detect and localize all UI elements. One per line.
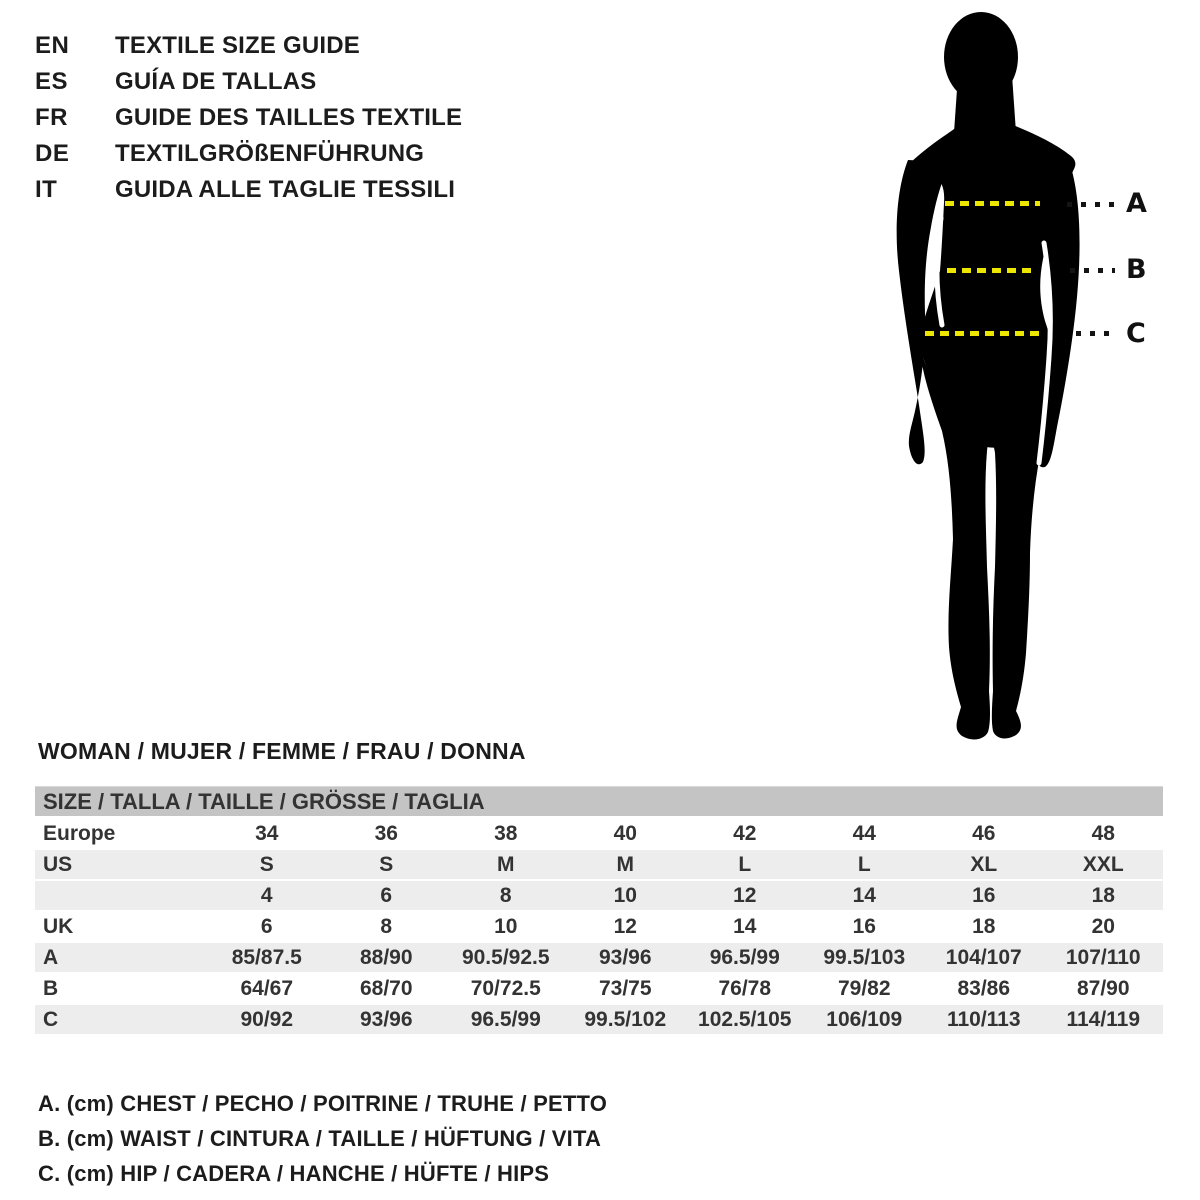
section-title-woman: WOMAN / MUJER / FEMME / FRAU / DONNA xyxy=(38,738,526,764)
table-cell: 76/78 xyxy=(718,977,772,1000)
table-cell: 8 xyxy=(380,915,393,938)
table-cell: 99.5/103 xyxy=(823,946,906,969)
language-code: ES xyxy=(35,68,69,95)
language-row-es xyxy=(35,64,462,100)
table-cell: 79/82 xyxy=(837,977,891,1000)
woman-silhouette xyxy=(850,5,1140,747)
table-cell: L xyxy=(857,853,871,876)
table-cell: 34 xyxy=(255,822,279,845)
table-cell: 12 xyxy=(733,884,757,907)
table-cell: 110/113 xyxy=(946,1008,1021,1031)
table-cell: 8 xyxy=(499,884,512,907)
language-code: EN xyxy=(35,32,70,59)
table-cell: 88/90 xyxy=(359,946,413,969)
table-row-waist-b xyxy=(35,974,1163,1003)
table-cell: 73/75 xyxy=(598,977,652,1000)
legend-waist: B. (cm) WAIST / CINTURA / TAILLE / HÜFTUNG / VITA xyxy=(38,1126,602,1151)
row-label: C xyxy=(43,1008,59,1031)
table-cell: 12 xyxy=(613,915,637,938)
table-cell: 96.5/99 xyxy=(709,946,780,969)
table-row-us-numeric xyxy=(35,881,1163,910)
table-cell: 46 xyxy=(972,822,996,845)
table-cell: 64/67 xyxy=(240,977,294,1000)
table-cell: 93/96 xyxy=(598,946,652,969)
language-row-de xyxy=(35,136,462,172)
table-cell: 42 xyxy=(733,822,757,845)
row-label xyxy=(35,881,207,910)
guide-title-de: TEXTILGRÖßENFÜHRUNG xyxy=(115,140,425,167)
language-row-it xyxy=(35,172,462,208)
waist-dashed-line xyxy=(947,268,1034,273)
language-code: DE xyxy=(35,140,70,167)
table-cell: 96.5/99 xyxy=(470,1008,541,1031)
measurement-legend xyxy=(38,1086,607,1191)
table-cell: XL xyxy=(970,853,998,876)
language-code: FR xyxy=(35,104,68,131)
chest-dashed-line xyxy=(945,201,1040,206)
table-cell: M xyxy=(616,853,634,876)
table-cell: 90.5/92.5 xyxy=(461,946,550,969)
table-cell: 38 xyxy=(494,822,518,845)
table-cell: 14 xyxy=(852,884,876,907)
row-label: B xyxy=(43,977,59,1000)
table-cell: 106/109 xyxy=(826,1008,903,1031)
table-cell: 18 xyxy=(1091,884,1115,907)
row-label: US xyxy=(43,853,73,876)
guide-title-en: TEXTILE SIZE GUIDE xyxy=(115,32,360,59)
guide-title-fr: GUIDE DES TAILLES TEXTILE xyxy=(115,104,463,131)
table-cell: 70/72.5 xyxy=(470,977,541,1000)
guide-title-it: GUIDA ALLE TAGLIE TESSILI xyxy=(115,176,456,203)
table-cell: 44 xyxy=(852,822,876,845)
table-cell: 68/70 xyxy=(359,977,413,1000)
table-cell: 99.5/102 xyxy=(584,1008,667,1031)
chest-dotted-leader xyxy=(1067,202,1115,207)
table-cell: 6 xyxy=(260,915,273,938)
table-row-chest-a xyxy=(35,943,1163,972)
table-cell: 90/92 xyxy=(240,1008,294,1031)
language-code: IT xyxy=(35,176,58,203)
table-cell: 107/110 xyxy=(1065,946,1141,969)
table-row-uk xyxy=(35,912,1163,941)
table-cell: 6 xyxy=(380,884,393,907)
row-label: A xyxy=(43,946,59,969)
table-cell: 16 xyxy=(852,915,876,938)
table-cell: 36 xyxy=(374,822,398,845)
row-label: UK xyxy=(43,915,74,938)
guide-title-es: GUÍA DE TALLAS xyxy=(115,68,317,95)
table-cell: S xyxy=(379,853,394,876)
marker-label-a: A xyxy=(1126,188,1147,219)
table-cell: 4 xyxy=(260,884,273,907)
table-cell: 14 xyxy=(733,915,757,938)
table-row-hip-c xyxy=(35,1005,1163,1034)
table-cell: 85/87.5 xyxy=(231,946,302,969)
woman-silhouette-figure xyxy=(850,5,1140,747)
hip-dashed-line xyxy=(925,331,1044,336)
language-row-fr xyxy=(35,100,462,136)
table-cell: 10 xyxy=(613,884,637,907)
size-table xyxy=(35,786,1163,1036)
language-title-list xyxy=(35,28,462,208)
size-table-body xyxy=(35,819,1163,1034)
table-cell: 93/96 xyxy=(359,1008,413,1031)
waist-dotted-leader xyxy=(1070,268,1115,273)
language-row-en xyxy=(35,28,462,64)
row-label: Europe xyxy=(43,822,116,845)
table-cell: 40 xyxy=(613,822,637,845)
table-cell: 102.5/105 xyxy=(698,1008,792,1031)
hip-dotted-leader xyxy=(1076,331,1115,336)
legend-hip: C. (cm) HIP / CADERA / HANCHE / HÜFTE / HIPS xyxy=(38,1161,550,1186)
legend-chest: A. (cm) CHEST / PECHO / POITRINE / TRUHE / PETTO xyxy=(38,1091,608,1116)
table-cell: M xyxy=(497,853,515,876)
table-cell: XXL xyxy=(1082,853,1124,876)
table-cell: S xyxy=(259,853,274,876)
table-cell: 20 xyxy=(1091,915,1115,938)
table-cell: 10 xyxy=(494,915,518,938)
marker-label-c: C xyxy=(1126,318,1146,349)
table-cell: 48 xyxy=(1091,822,1115,845)
table-cell: 16 xyxy=(972,884,996,907)
table-row-us xyxy=(35,850,1163,879)
size-table-header: SIZE / TALLA / TAILLE / GRÖSSE / TAGLIA xyxy=(35,786,1163,816)
table-cell: 114/119 xyxy=(1066,1008,1141,1031)
table-cell: L xyxy=(738,853,752,876)
table-cell: 18 xyxy=(972,915,996,938)
marker-label-b: B xyxy=(1126,254,1147,285)
table-row-europe xyxy=(35,819,1163,848)
table-cell: 83/86 xyxy=(957,977,1011,1000)
table-cell: 104/107 xyxy=(945,946,1022,969)
table-cell: 87/90 xyxy=(1076,977,1130,1000)
